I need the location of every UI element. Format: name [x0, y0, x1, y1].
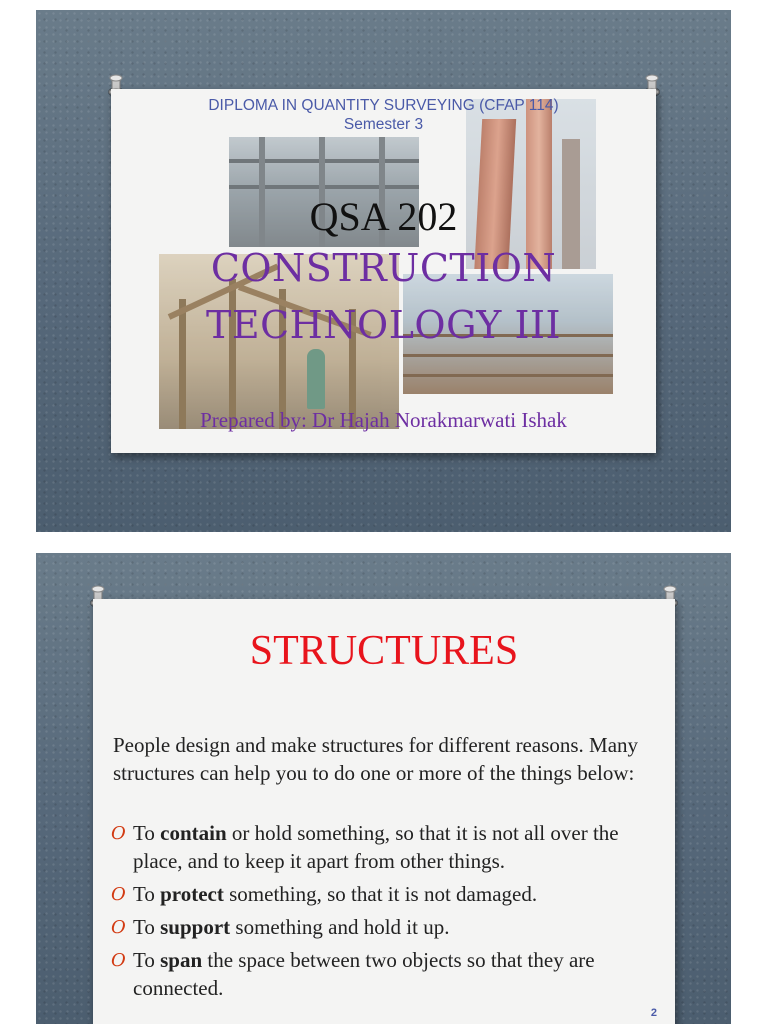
course-title-line-2: TECHNOLOGY III: [206, 303, 561, 347]
intro-paragraph: People design and make structures for different reasons. Many structures can help you to do one or more of the things below:: [113, 733, 639, 785]
program-heading: [111, 96, 656, 134]
program-name: DIPLOMA IN QUANTITY SURVEYING (CFAP 114): [208, 97, 559, 114]
bullet-o-icon: O: [111, 917, 126, 938]
course-title: [111, 240, 656, 354]
bullet-o-icon: O: [111, 950, 126, 971]
semester-label: Semester 3: [343, 116, 424, 133]
list-item: O To contain or hold something, so that it is not all over the place, and to keep it apart from other things.: [111, 821, 619, 873]
list-item: O To support something and hold it up.: [109, 913, 654, 941]
bullet-list: [109, 819, 654, 1007]
list-item: O To span the space between two objects so that they are connected.: [111, 948, 595, 1000]
course-title-line-1: CONSTRUCTION: [210, 246, 557, 290]
keyword: support: [160, 915, 231, 939]
bullet-o-icon: O: [111, 884, 126, 905]
keyword: contain: [160, 821, 227, 845]
prepared-by: Prepared by: Dr Hajah Norakmarwati Ishak: [200, 408, 567, 432]
keyword: span: [160, 948, 203, 972]
keyword: protect: [160, 882, 224, 906]
course-code: QSA 202: [309, 194, 458, 239]
title-card: [111, 89, 656, 453]
slide-1: [36, 10, 731, 532]
bullet-o-icon: O: [111, 823, 126, 844]
page-number: 2: [650, 1007, 657, 1019]
content-card: [93, 599, 675, 1024]
slide-title: STRUCTURES: [249, 628, 519, 674]
list-item: O To protect something, so that it is not damaged.: [109, 880, 654, 908]
slide-2: [36, 553, 731, 1024]
